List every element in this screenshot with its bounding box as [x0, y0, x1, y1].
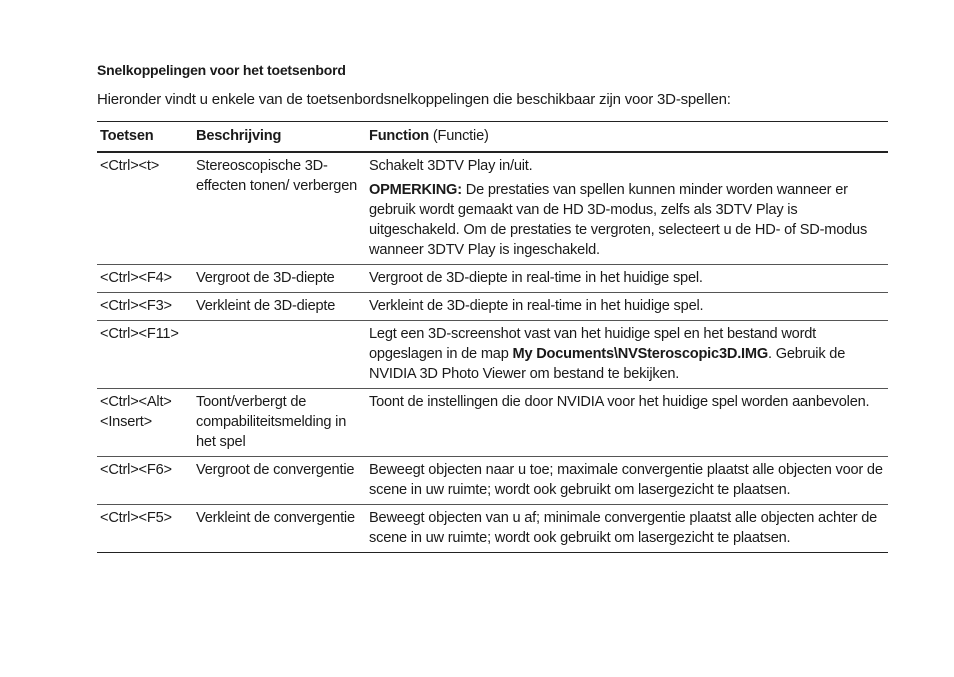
row-function: Toont de instellingen die door NVIDIA voor het huidige spel worden aanbevolen.	[369, 394, 870, 410]
row-keys: <Ctrl><F11>	[100, 326, 179, 342]
table-row	[97, 321, 888, 389]
row-description: Vergroot de 3D-diepte	[196, 270, 335, 286]
header-function-bold: Function	[369, 128, 430, 144]
note-label: OPMERKING:	[369, 182, 462, 198]
row-description: Vergroot de convergentie	[196, 462, 355, 478]
row-description: Verkleint de 3D-diepte	[196, 298, 336, 314]
row-function: Vergroot de 3D-diepte in real-time in het huidige spel.	[369, 270, 703, 286]
section-heading: Snelkoppelingen voor het toetsenbord	[97, 62, 346, 78]
row-function	[366, 152, 888, 265]
table-row	[97, 265, 888, 293]
header-function-translation: (Functie)	[429, 128, 489, 144]
row-function: Verkleint de 3D-diepte in real-time in het huidige spel.	[369, 298, 704, 314]
table-row	[97, 505, 888, 553]
note-text: De prestaties van spellen kunnen minder worden wanneer er gebruik wordt gemaakt van de HD 3D-modus, zelfs als 3DTV Play is uitgeschakeld. Om de prestaties te vergroten, selecteert u de HD- of SD-modus wanneer 3DTV Play is ingeschakeld.	[369, 182, 868, 258]
row-description: Stereoscopische 3D-effecten tonen/ verbergen	[196, 158, 358, 194]
folder-path: My Documents\NVSteroscopic3D.IMG	[512, 346, 769, 362]
table-row	[97, 152, 888, 265]
table-row	[97, 293, 888, 321]
row-keys: <Ctrl><F5>	[100, 510, 172, 526]
table-row	[97, 457, 888, 505]
table-header-row	[97, 122, 888, 153]
intro-paragraph: Hieronder vindt u enkele van de toetsenbordsnelkoppelingen die beschikbaar zijn voor 3D-spellen:	[97, 91, 731, 108]
row-function: Beweegt objecten van u af; minimale convergentie plaatst alle objecten achter de scene in uw ruimte; wordt ook gebruikt om lasergezicht te plaatsen.	[369, 510, 878, 546]
row-function-text: . Gebruik de NVIDIA 3D Photo Viewer om bestand te bekijken.	[369, 346, 846, 382]
row-function	[366, 321, 888, 389]
header-function	[366, 122, 888, 153]
note	[369, 180, 888, 260]
header-keys: Toetsen	[100, 128, 154, 144]
table-row	[97, 389, 888, 457]
row-keys: <Ctrl><t>	[100, 158, 160, 174]
row-function: Beweegt objecten naar u toe; maximale convergentie plaatst alle objecten voor de scene in uw ruimte; wordt ook gebruikt om lasergezicht te plaatsen.	[369, 462, 883, 498]
row-function-text: Schakelt 3DTV Play in/uit.	[369, 158, 533, 174]
row-function-text: Legt een 3D-screenshot vast van het huidige spel en het bestand wordt opgeslagen in de map	[369, 326, 817, 362]
row-keys: <Ctrl><F6>	[100, 462, 172, 478]
row-keys: <Ctrl><Alt> <Insert>	[100, 394, 172, 430]
row-description: Verkleint de convergentie	[196, 510, 355, 526]
row-keys: <Ctrl><F4>	[100, 270, 172, 286]
row-keys: <Ctrl><F3>	[100, 298, 172, 314]
shortcuts-table	[97, 121, 888, 553]
header-description: Beschrijving	[196, 128, 282, 144]
row-description: Toont/verbergt de compabiliteitsmelding in het spel	[196, 394, 347, 450]
row-description	[193, 321, 366, 389]
